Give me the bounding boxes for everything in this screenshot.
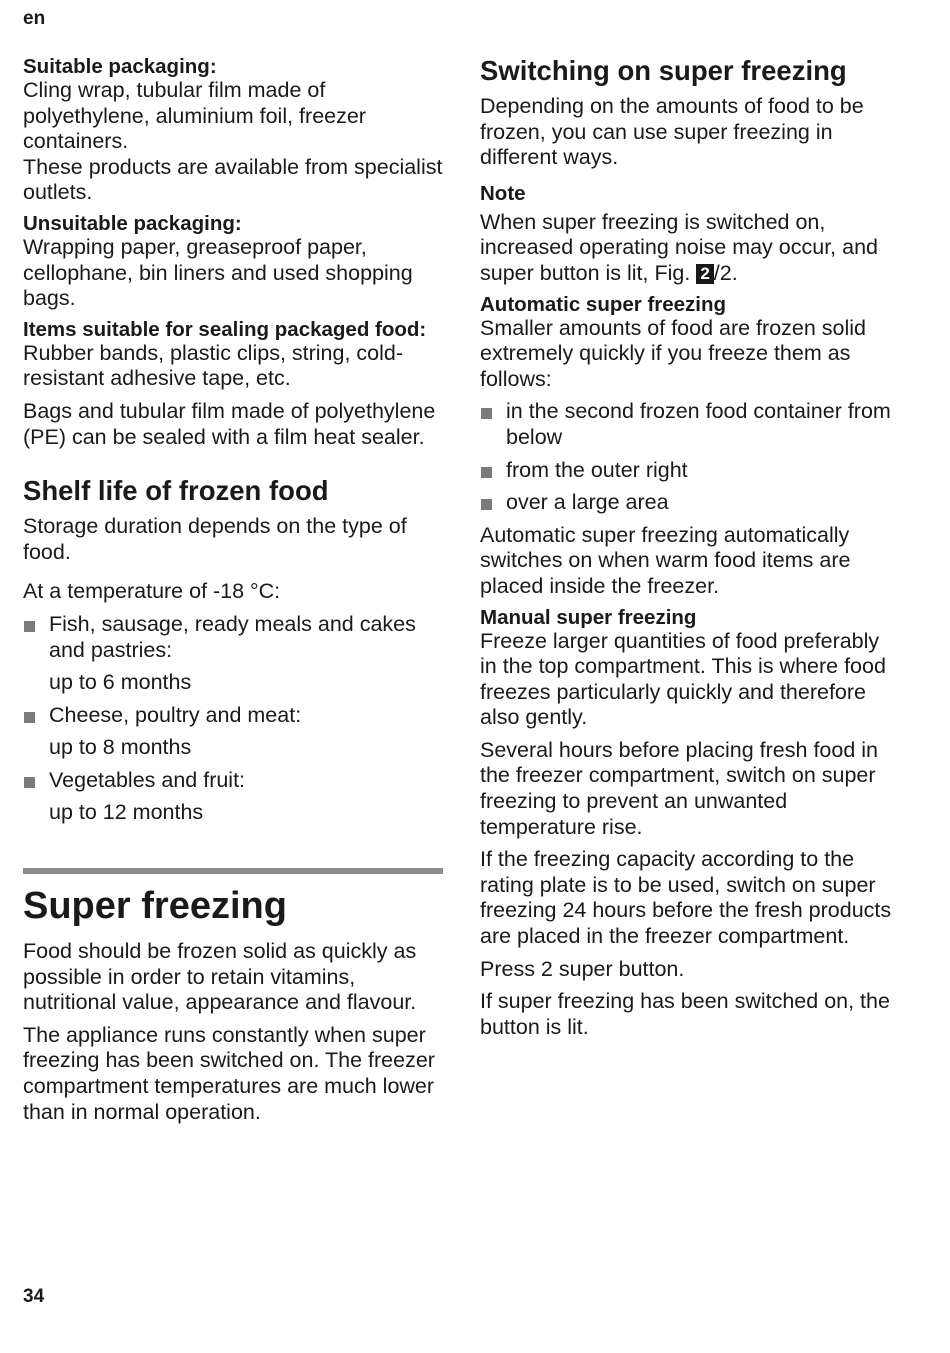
shelf-item-label: Fish, sausage, ready meals and cakes and pastries: [49, 611, 416, 662]
automatic-conditions-list [480, 399, 900, 515]
bullet-square-icon [481, 408, 492, 419]
bullet-square-icon [24, 621, 35, 632]
condition-text: over a large area [506, 490, 669, 515]
heat-sealer-text: Bags and tubular film made of polyethylene (PE) can be sealed with a film heat sealer. [23, 398, 436, 449]
shelf-item-label: Cheese, poultry and meat: [49, 702, 302, 727]
sealing-items-title: Items suitable for sealing packaged food: [23, 317, 427, 341]
list-item [480, 490, 900, 516]
sealing-items-text: Rubber bands, plastic clips, string, cold-resistant adhesive tape, etc. [23, 340, 404, 391]
shelf-item-duration: up to 12 months [49, 800, 204, 825]
shelf-item-label: Vegetables and fruit: [49, 767, 246, 792]
unsuitable-packaging-text: Wrapping paper, greaseproof paper, cellophane, bin liners and used shopping bags. [23, 234, 413, 311]
shelf-item-duration: up to 6 months [49, 670, 192, 695]
temperature-text: At a temperature of -18 °C: [23, 579, 281, 604]
page-number: 34 [23, 1286, 45, 1307]
language-code: en [23, 8, 46, 29]
condition-text: from the outer right [506, 457, 688, 482]
button-lit-text: If super freezing has been switched on, the button is lit. [480, 989, 890, 1039]
condition-text: in the second frozen food container from below [506, 399, 891, 449]
shelf-life-list [23, 612, 443, 826]
switching-on-intro: Depending on the amounts of food to be frozen, you can use super freezing in different ways. [480, 94, 864, 170]
manual-super-freezing-text: Freeze larger quantities of food preferably in the top compartment. This is where food freezes particularly quickly and therefore also gently. [480, 628, 886, 730]
right-column [480, 56, 900, 1047]
figure-reference-badge: 2 [696, 264, 713, 284]
note-body: When super freezing is switched on, increased operating noise may occur, and super button is lit, Fig. [480, 209, 878, 285]
figure-reference-suffix: /2. [713, 260, 738, 285]
suitable-packaging-text: Cling wrap, tubular film made of polyethylene, aluminium foil, freezer containers. [23, 78, 366, 154]
list-item [23, 612, 443, 663]
shelf-item-duration: up to 8 months [49, 735, 192, 760]
shelf-life-heading: Shelf life of frozen food [23, 475, 329, 507]
note-text [480, 210, 900, 287]
super-freezing-operation: The appliance runs constantly when super freezing has been switched on. The freezer compartment temperatures are much lower than in normal operation. [23, 1022, 435, 1124]
suitable-packaging-title: Suitable packaging: [23, 55, 217, 78]
bullet-square-icon [481, 467, 492, 478]
press-super-button-text: Press 2 super button. [480, 956, 685, 981]
switching-on-heading: Switching on super freezing [480, 55, 847, 86]
automatic-super-freezing-title: Automatic super freezing [480, 292, 727, 316]
automatic-switch-on-text: Automatic super freezing automatically switches on when warm food items are placed inside the freezer. [480, 522, 851, 598]
list-item [480, 458, 900, 484]
section-divider [23, 868, 443, 874]
manual-super-freezing-title: Manual super freezing [480, 605, 697, 629]
list-item [480, 399, 900, 450]
suitable-packaging-availability: These products are available from specialist outlets. [23, 154, 443, 205]
super-freezing-intro: Food should be frozen solid as quickly as possible in order to retain vitamins, nutritional value, appearance and flavour. [23, 939, 417, 1015]
bullet-square-icon [481, 499, 492, 510]
left-column [23, 56, 443, 1132]
list-item [23, 703, 443, 729]
super-freezing-heading: Super freezing [23, 885, 287, 928]
storage-duration-text: Storage duration depends on the type of food. [23, 514, 407, 564]
manual-before-placing-text: Several hours before placing fresh food in the freezer compartment, switch on super freezing to prevent an unwanted temperature rise. [480, 737, 878, 839]
unsuitable-packaging-title: Unsuitable packaging: [23, 211, 242, 235]
note-title: Note [480, 181, 526, 205]
automatic-super-freezing-text: Smaller amounts of food are frozen solid extremely quickly if you freeze them as follows: [480, 315, 867, 391]
list-item [23, 768, 443, 794]
manual-freezing-capacity-text: If the freezing capacity according to the rating plate is to be used, switch on super freezing 24 hours before the fresh products are placed in the freezer compartment. [480, 847, 892, 949]
bullet-square-icon [24, 712, 35, 723]
bullet-square-icon [24, 777, 35, 788]
